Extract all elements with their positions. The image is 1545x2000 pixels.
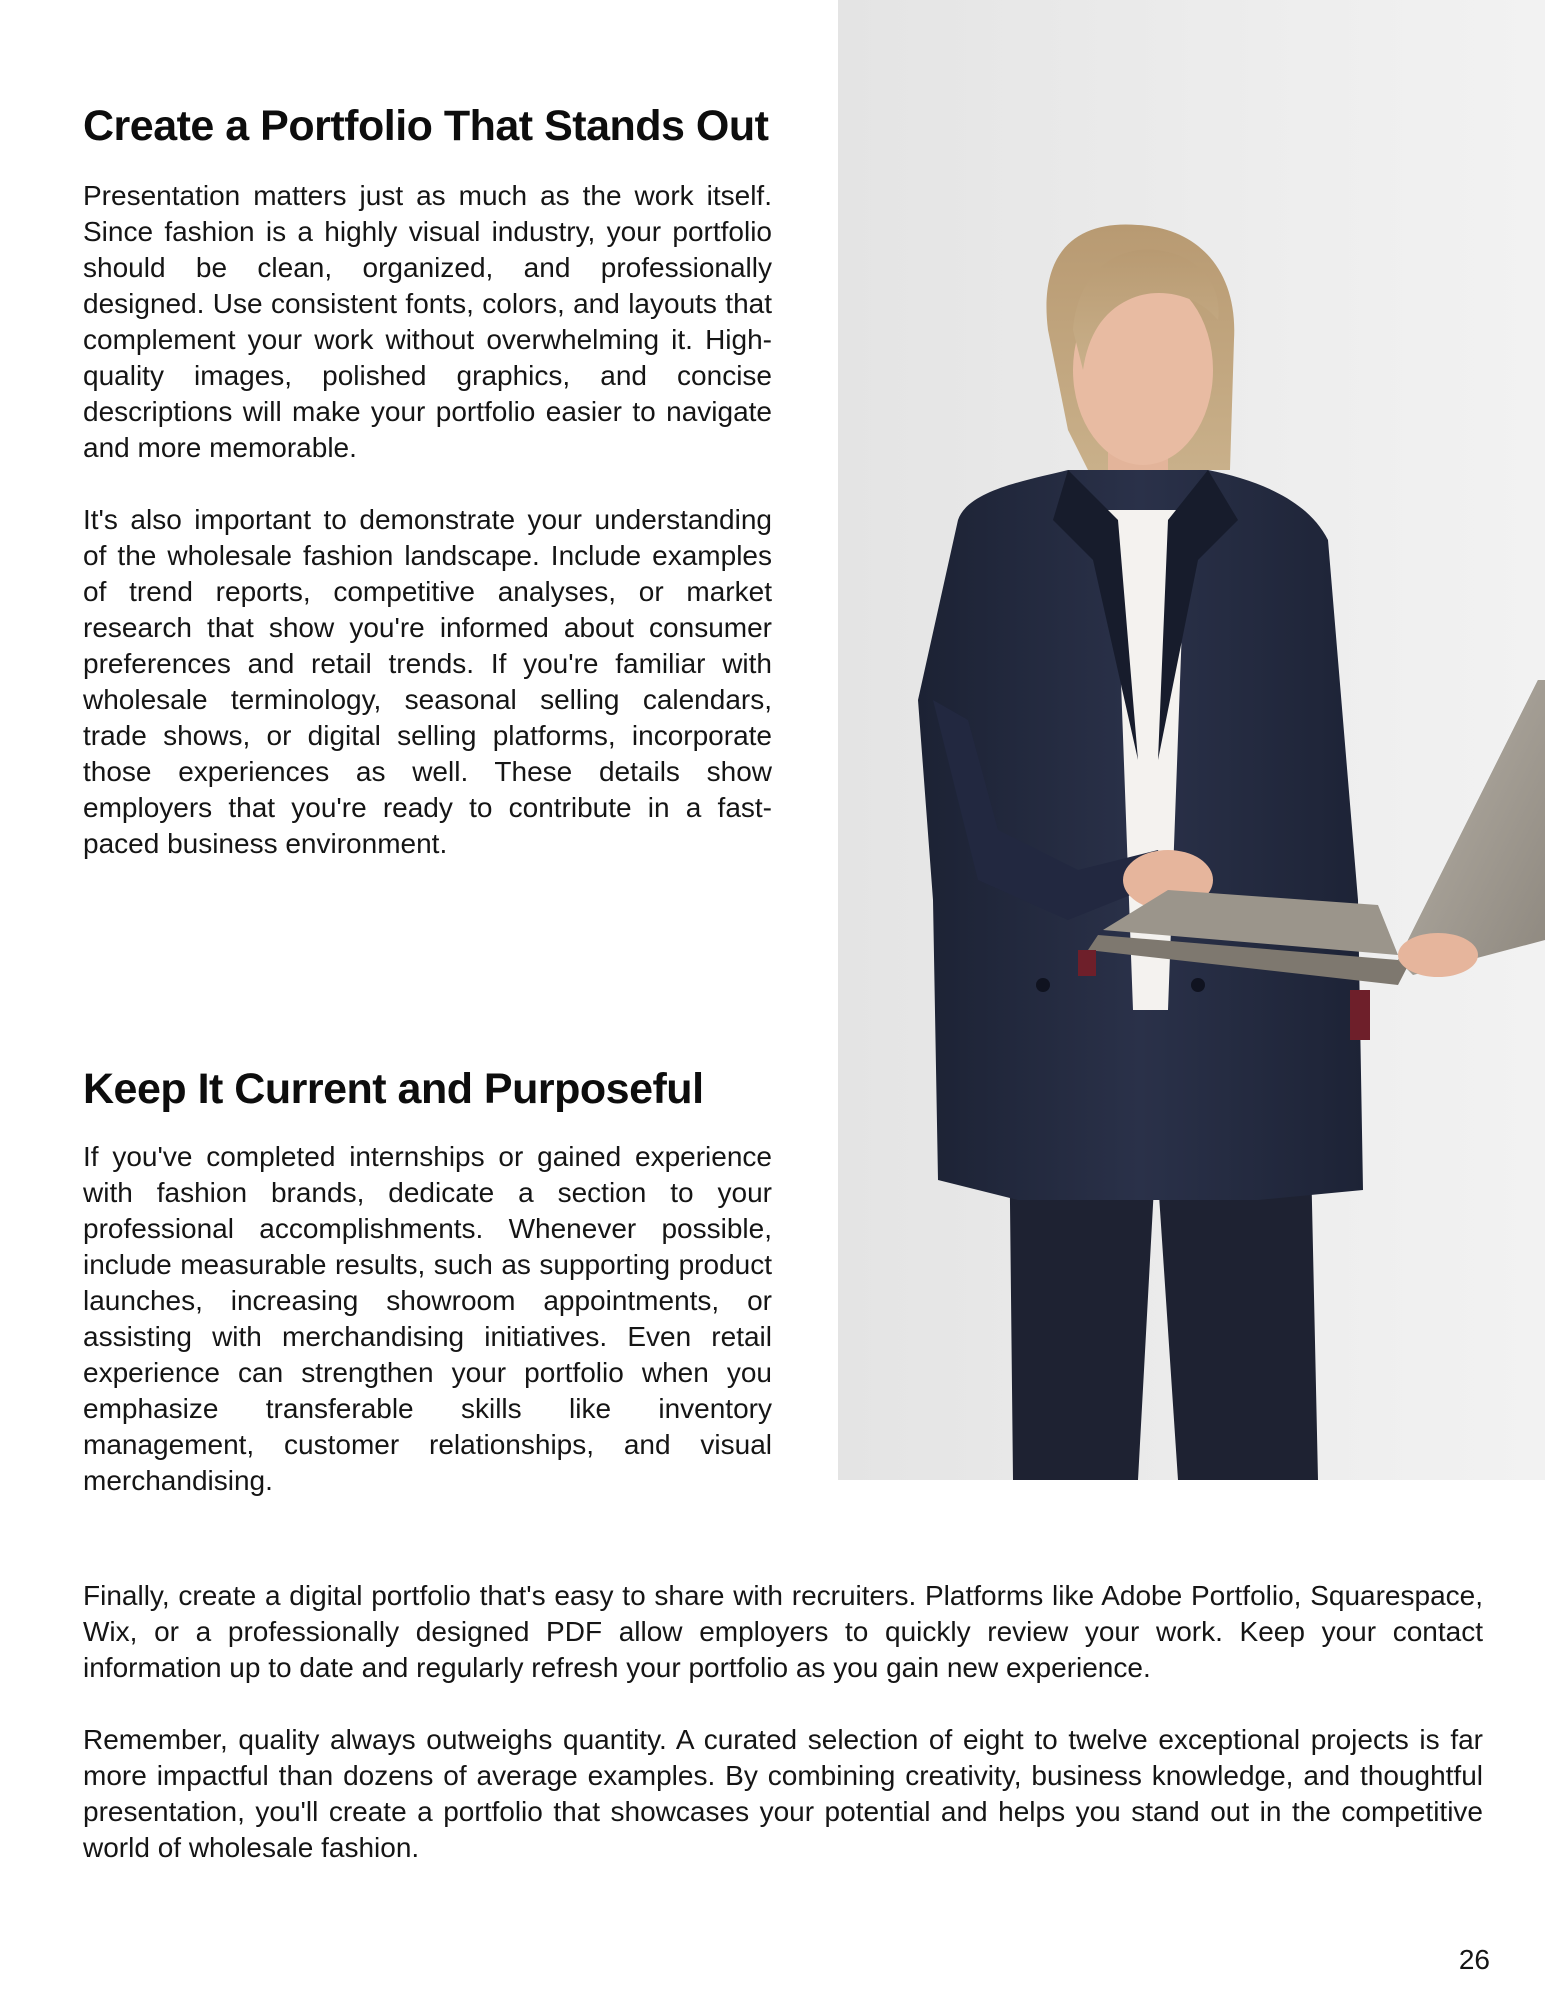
paragraph-presentation: Presentation matters just as much as the work itself. Since fashion is a highly visual industry, your portfolio should be clean, organized, and professionally designed. Use consistent fonts, colors, and layouts that complement your work without overwhelming it. High-quality images, polished graphics, and concise descriptions will make your portfolio easier to navigate and more memorable. [83, 180, 772, 463]
woman-with-laptop-photo [838, 0, 1545, 1480]
paragraph-internships: If you've completed internships or gained experience with fashion brands, dedicate a section to your professional accomplishments. Whenever possible, include measurable results, such as supporting product launches, increasing showroom appointments, or assisting with merchandising initiatives. Even retail experience can strengthen your portfolio when you emphasize transferable skills like inventory management, customer relationships, and visual merchandising. [83, 1141, 772, 1496]
page-number: 26 [1458, 1944, 1490, 1975]
closing-paragraphs [83, 1578, 1483, 1866]
section-keep-current [83, 1064, 772, 1499]
heading-keep-current: Keep It Current and Purposeful [83, 1065, 704, 1113]
section-portfolio-stands-out [83, 101, 772, 862]
heading-create-portfolio: Create a Portfolio That Stands Out [83, 102, 769, 150]
paragraph-wholesale-landscape: It's also important to demonstrate your understanding of the wholesale fashion landscape. Include examples of trend reports, competitive analyses, or market research that show you're informed about consumer preferences and retail trends. If you're familiar with wholesale terminology, seasonal selling calendars, trade shows, or digital selling platforms, incorporate those experiences as well. These details show employers that you're ready to contribute in a fast-paced business environment. [83, 504, 772, 859]
paragraph-digital-portfolio: Finally, create a digital portfolio that's easy to share with recruiters. Platforms like Adobe Portfolio, Squarespace, Wix, or a professionally designed PDF allow employers to quickly review your work. Keep your contact information up to date and regularly refresh your portfolio as you gain new experience. [83, 1580, 1483, 1683]
paragraph-quality-over-quantity: Remember, quality always outweighs quantity. A curated selection of eight to twelve exceptional projects is far more impactful than dozens of average examples. By combining creativity, business knowledge, and thoughtful presentation, you'll create a portfolio that showcases your potential and helps you stand out in the competitive world of wholesale fashion. [83, 1724, 1483, 1863]
